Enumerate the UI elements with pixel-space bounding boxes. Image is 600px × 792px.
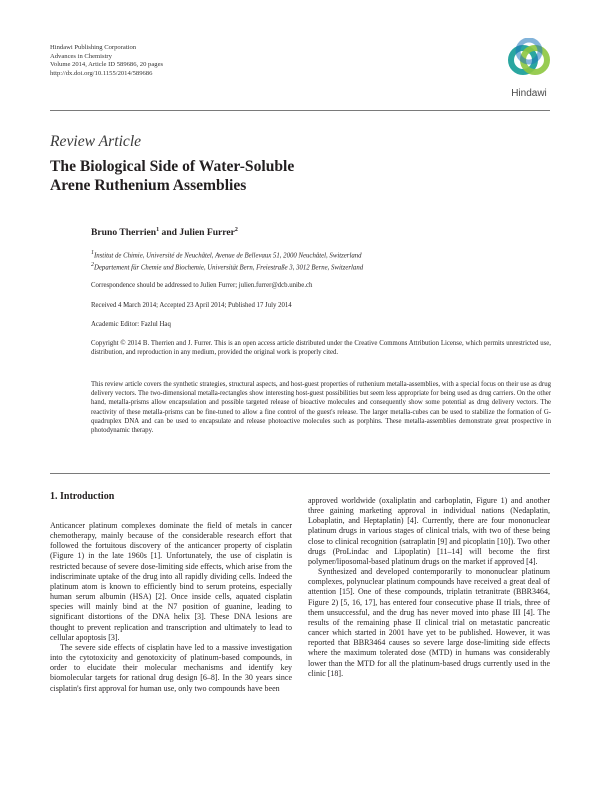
affiliation-text: Institut de Chimie, Université de Neuchâtel, Avenue de Bellevaux 51, 2000 Neuchâtel, Switzerland (94, 252, 362, 260)
header-divider (50, 110, 550, 111)
article-dates: Received 4 March 2014; Accepted 23 April 2014; Published 17 July 2014 (91, 302, 292, 309)
author-list (91, 227, 238, 238)
body-paragraph: The severe side effects of cisplatin have led to a massive investigation into the cytotoxicity and genotoxicity of platinum-based compounds, in order to elucidate their molecular mechanisms and identify key biomolecular targets for rational drug design [6–8]. In the 30 years since cisplatin's first approval for human use, only two compounds have been (50, 642, 292, 693)
author-affiliation-mark: 2 (234, 227, 238, 233)
logo-wordmark: Hindawi (511, 88, 547, 99)
author-name: Julien Furrer (179, 227, 235, 239)
author-affiliation-mark: 1 (156, 227, 160, 233)
abstract: This review article covers the synthetic strategies, structural aspects, and host-guest properties of ruthenium metalla-assemblies, with a special focus on their use as drug delivery vectors. The two-dimensional metalla-rectangles show interesting host-guest possibilities but seem less appropriate for being used as drug carriers. On the other hand, metalla-prisms allow encapsulation and possible targeted release of bioactive molecules and consequently show some potential as drug delivery vectors. The reactivity of these metalla-prisms can be fine-tuned to allow a fine control of the guest's release. The larger metalla-cubes can be used to stabilize the formation of G-quadruplex DNA and can be used to encapsulate and release photoactive molecules such as porphins. These metalla-assemblies demonstrate great prospective in photodynamic therapy. (91, 381, 551, 435)
journal-header (50, 44, 163, 78)
right-column (308, 496, 550, 679)
affiliation-2 (91, 262, 363, 271)
affiliation-1 (91, 250, 362, 259)
affiliation-mark: 2 (91, 262, 94, 268)
correspondence: Correspondence should be addressed to Julien Furrer; julien.furrer@dcb.unibe.ch (91, 282, 313, 289)
hindawi-logo-icon (499, 38, 559, 88)
left-column (50, 521, 292, 694)
article-title (50, 157, 470, 195)
body-paragraph: approved worldwide (oxaliplatin and carboplatin, Figure 1) and another three gaining marketing approval in individual nations (Nedaplatin, Lobaplatin, and Heptaplatin) [4]. Currently, there are four mononuclear platinum drugs in various stages of clinical trials, with two of these being close to clinical recognition (satraplatin [9] and picoplatin [10]). Two other drugs (ProLindac and Lipoplatin) [11–14] will become the first polymer/liposomal-based platinum drugs on the market if approved [4]. (308, 496, 550, 566)
affiliation-mark: 1 (91, 250, 94, 256)
journal-name: Advances in Chemistry (50, 52, 112, 60)
publisher-line: Hindawi Publishing Corporation (50, 44, 137, 51)
title-line-2: Arene Ruthenium Assemblies (50, 177, 247, 194)
author-name: Bruno Therrien (91, 227, 157, 239)
body-paragraph: Synthesized and developed contemporarily to mononuclear platinum complexes, polynuclear platinum compounds have received a great deal of attention [15]. One of these compounds, triplatin tetranitrate (BBR3464, Figure 2) [5, 16, 17], has entered four consecutive phase II trials, three of them unsuccessful, and the drug has never moved into phase III [4]. The results of the remaining phase II clinical trial on metastatic pancreatic cancer which started in 2001 have yet to be published. However, it was reported that BBR3464 causes so severe large dose-limiting side effects where the maximum tolerated dose (MTD) in humans was considerably lower than the MTD for all the platinum-based drugs currently used in the clinic [18]. (308, 567, 550, 678)
article-type: Review Article (50, 133, 142, 150)
author-separator: and (159, 227, 180, 239)
title-line-1: The Biological Side of Water-Soluble (50, 158, 295, 175)
copyright-notice: Copyright © 2014 B. Therrien and J. Furrer. This is an open access article distributed under the Creative Commons Attribution License, which permits unrestricted use, distribution, and reproduction in any medium, provided the original work is properly cited. (91, 340, 551, 357)
doi-link[interactable]: http://dx.doi.org/10.1155/2014/589686 (50, 69, 153, 77)
section-heading: 1. Introduction (50, 491, 115, 502)
hindawi-logo (499, 38, 559, 104)
affiliation-text: Departement für Chemie und Biochemie, Universität Bern, Freiestraße 3, 3012 Berne, Switzerland (94, 264, 364, 272)
abstract-divider (50, 473, 550, 474)
academic-editor: Academic Editor: Fazlul Haq (91, 321, 171, 328)
volume-line: Volume 2014, Article ID 589686, 20 pages (50, 61, 164, 69)
body-paragraph: Anticancer platinum complexes dominate the field of metals in cancer chemotherapy, mainly because of the considerable research effort that followed the fortuitous discovery of the anticancer property of cisplatin (Figure 1) in the late 1960s [1]. Unfortunately, the use of cisplatin is restricted because of severe dose-limiting side effects, which arise from the indiscriminate uptake of the drug into all rapidly dividing cells. Indeed the platinum atom is known to efficiently bind to serum proteins, especially human serum albumin (HSA) [2]. Once inside cells, aquated cisplatin species will mainly bind at the N7 position of guanine, leading to significant distortions of the DNA helix [3]. These DNA lesions are thought to prevent replication and transcription and ultimately to lead to cellular apoptosis [3]. (50, 521, 292, 642)
